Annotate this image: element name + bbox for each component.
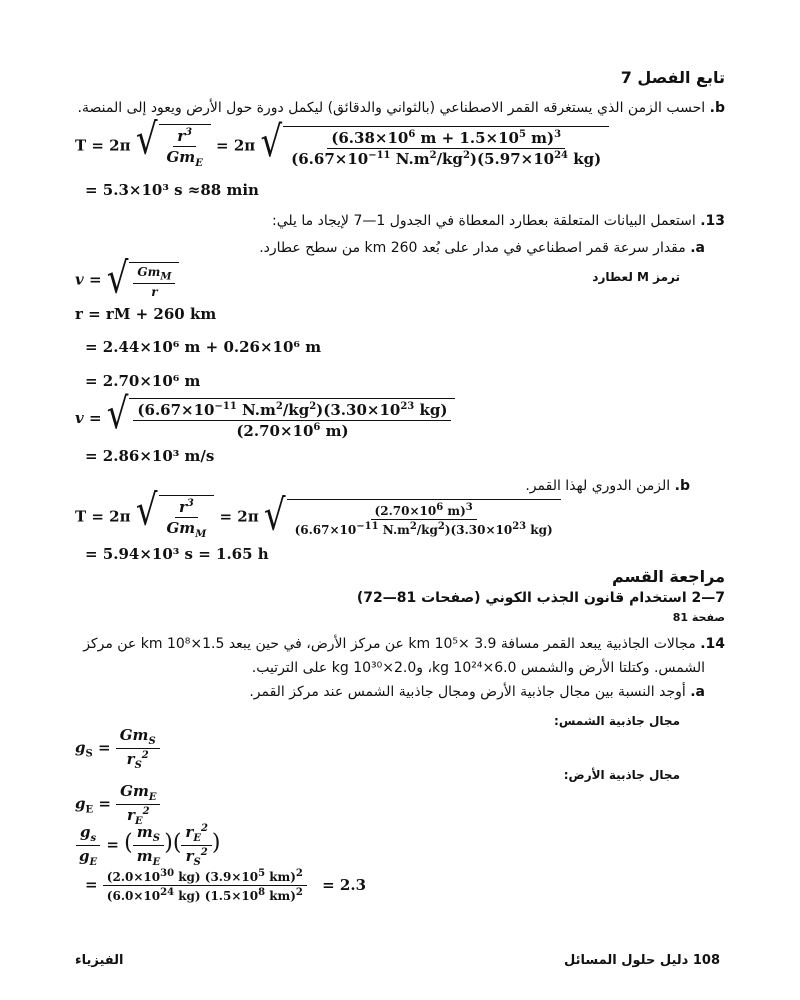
problem-13b-text	[525, 478, 690, 494]
period-equation-earth: T = 2π √ $\frac{r^3}{Gm_E}$ = 2π √ $\frac{(6.38\times 10^6 m + 1.5\times 10^5 m)^3}{(6.67\times 10^{-11} N.m^2/kg^2)(5.97\times 10^{24} kg)}$	[75, 124, 609, 169]
velocity-result: = 2.86×10³ m/s	[85, 447, 215, 465]
field-ratio-substitution: = $\frac{(2.0\times 10^{30} kg) (3.9\times 10^5 km)^2}{(6.0\times 10^{24} kg) (1.5\times 10^8 km)^2}$ = 2.3	[85, 868, 367, 903]
radius-step-2: = 2.70×10⁶ m	[85, 372, 201, 390]
earth-field-label: مجال جاذبية الأرض:	[563, 768, 680, 782]
problem-13b-label: b.	[674, 478, 690, 494]
problem-14-line-2: الشمس. وكتلتا الأرض والشمس 6.0×10²⁴ kg، و2.0×10³⁰ kg على الترتيب.	[251, 660, 705, 676]
problem-12b-label: b.	[709, 100, 725, 116]
problem-14-statement-1: مجالات الجاذبية يبعد القمر مسافة 3.9 ×10⁵ km عن مركز الأرض، في حين يبعد 1.5×10⁸ km عن مركز	[83, 636, 696, 652]
field-ratio-formula: $\frac{g_s}{g_E}$ = ( $\frac{m_S}{m_E}$ )( $\frac{r_E^2}{r_S^2}$ )	[75, 823, 221, 868]
footer-guide-title: دليل حلول المسائل	[564, 953, 689, 968]
footer-subject: الفيزياء	[75, 953, 124, 968]
radius-step-1: = 2.44×10⁶ m + 0.26×10⁶ m	[85, 338, 322, 356]
problem-14a-label: a.	[690, 684, 705, 700]
period-result-mercury: = 5.94×10³ s = 1.65 h	[85, 545, 269, 563]
period-equation-mercury: T = 2π √ $\frac{r^3}{Gm_M}$ = 2π √ $\frac{(2.70\times 10^6 m)^3}{(6.67\times 10^{-11} N.m^2/kg^2)(3.30\times 10^{23} kg)}$	[75, 495, 561, 540]
problem-14a-text	[249, 684, 705, 700]
chapter-title: تابع الفصل 7	[620, 68, 725, 87]
mercury-symbol-note: ترمز M لعطارد	[592, 270, 680, 284]
period-result-earth: = 5.3×10³ s ≈88 min	[85, 181, 259, 199]
problem-13a-text	[259, 240, 705, 256]
problem-14-number: 14.	[700, 636, 725, 652]
page-number: 108	[692, 953, 720, 968]
section-heading: 7—2 استخدام قانون الجذب الكوني (صفحات 81—72)	[356, 590, 725, 606]
velocity-substitution: v = √ $\frac{(6.67\times 10^{-11} N.m^2/kg^2)(3.30\times 10^{23} kg)}{(2.70\times 10^6 m)}$	[75, 398, 455, 440]
problem-13a-statement: مقدار سرعة قمر اصطناعي في مدار على بُعد 260 km من سطح عطارد.	[259, 240, 686, 256]
radius-equation: r = rM + 260 km	[75, 305, 217, 323]
field-ratio-result: = 2.3	[322, 875, 367, 894]
problem-13-text	[272, 213, 725, 229]
problem-14a-statement: أوجد النسبة بين مجال جاذبية الأرض ومجال جاذبية الشمس عند مركز القمر.	[249, 684, 686, 700]
sun-field-formula: $g_S$ = $\frac{Gm_S}{r_S^2}$	[75, 726, 160, 771]
page-reference: صفحة 81	[672, 611, 725, 624]
problem-12b-text	[78, 100, 725, 116]
problem-13-statement: استعمل البيانات المتعلقة بعطارد المعطاة في الجدول 1—7 لإيجاد ما يلي:	[272, 213, 696, 229]
problem-12b-statement: احسب الزمن الذي يستغرقه القمر الاصطناعي (بالثواني والدقائق) ليكمل دورة حول الأرض ويعود إلى المنصة.	[77, 100, 706, 116]
footer-right	[564, 953, 720, 968]
problem-13b-statement: الزمن الدوري لهذا القمر.	[525, 478, 671, 494]
problem-13a-label: a.	[690, 240, 705, 256]
problem-13-number: 13.	[700, 213, 725, 229]
section-review-title: مراجعة القسم	[611, 567, 725, 586]
velocity-formula: v = √ $\frac{Gm_M}{r}$	[75, 262, 179, 299]
sun-field-label: مجال جاذبية الشمس:	[554, 714, 680, 728]
earth-field-formula: $g_E$ = $\frac{Gm_E}{r_E^2}$	[75, 782, 160, 827]
problem-14-line-1	[83, 636, 725, 652]
